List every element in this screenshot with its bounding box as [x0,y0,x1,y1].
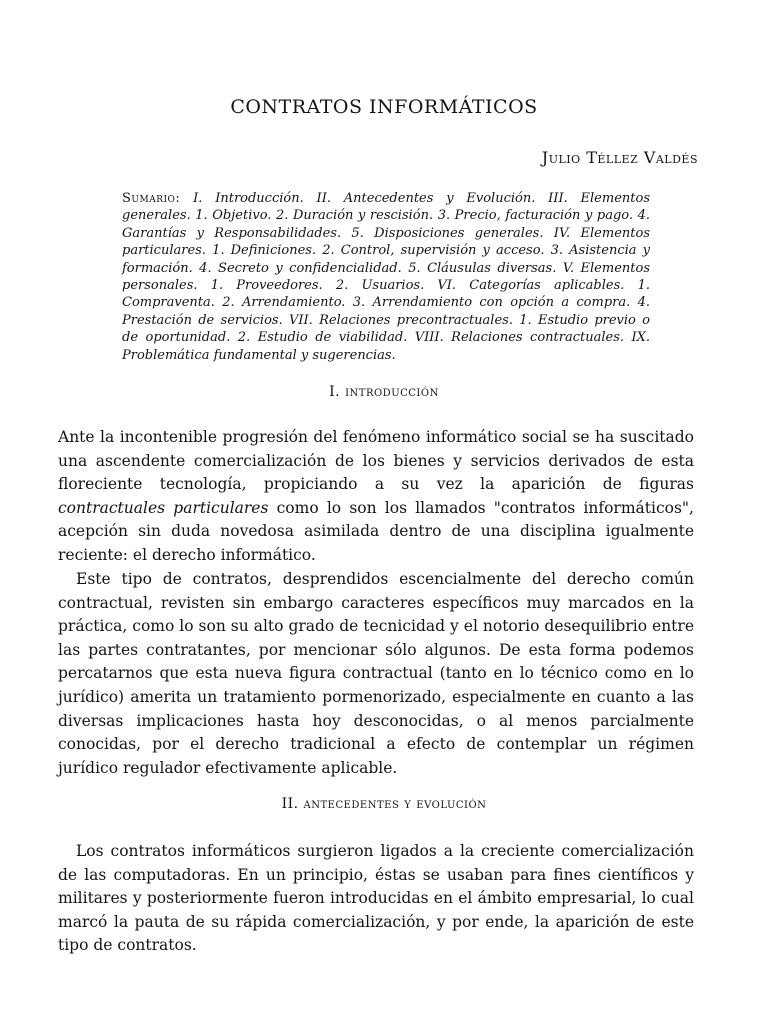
section-heading-antecedentes: II. antecedentes y evolución [281,796,487,812]
paragraph-text: como lo son los llamados "contratos informáticos", acepción sin duda novedosa asimilada dentro de una disciplina igualmente reciente: el derecho informático. [58,498,694,564]
summary-text: I. Introducción. II. Antecedentes y Evolución. III. Elementos generales. 1. Objetivo. 2. Duración y rescisión. 3. Precio, facturación y pago. 4. Garantías y Responsabilidades. 5. Disposiciones generales. IV. Elementos particulares. 1. Definiciones. 2. Control, supervisión y acceso. 3. Asistencia y formación. 4. Secreto y confidencialidad. 5. Cláusulas diversas. V. Elementos personales. 1. Proveedores. 2. Usuarios. VI. Categorías aplicables. 1. Compraventa. 2. Arrendamiento. 3. Arrendamiento con opción a compra. 4. Prestación de servicios. VII. Relaciones precontractuales. 1. Estudio previo o de oportunidad. 2. Estudio de viabilidad. VIII. Relaciones contractuales. IX. Problemática fundamental y sugerencias. [122,191,650,363]
summary-block [122,190,650,364]
paragraph-intro-1 [58,426,694,568]
author-name: Julio Téllez Valdés [541,148,698,167]
paragraph-text: Ante la incontenible progresión del fenómeno informático social se ha suscitado una ascendente comercialización de los bienes y servicios derivados de esta floreciente tecnología, propiciando a su vez la aparición de figuras [58,428,694,494]
document-title: CONTRATOS INFORMÁTICOS [230,96,538,118]
summary-lead: Sumario: [122,191,181,206]
paragraph-intro-2: Este tipo de contratos, desprendidos escencialmente del derecho común contractual, revisten sin embargo caracteres específicos muy marcados en la práctica, como lo son su alto grado de tecnicidad y el notorio desequilibrio entre las partes contratantes, por mencionar sólo algunos. De esta forma podemos percatarnos que esta nueva figura contractual (tanto en lo técnico como en lo jurídico) amerita un tratamiento pormenorizado, especialmente en cuanto a las diversas implicaciones hasta hoy desconocidas, o al menos parcialmente conocidas, por el derecho tradicional a efecto de contemplar un régimen jurídico regulador efectivamente aplicable. [58,570,694,777]
paragraph-italic-text: contractuales particulares [58,498,269,517]
paragraph-antecedentes-1: Los contratos informáticos surgieron ligados a la creciente comercialización de las computadoras. En un principio, éstas se usaban para fines científicos y militares y posteriormente fueron introducidas en el ámbito empresarial, lo cual marcó la pauta de su rápida comercialización, y por ende, la aparición de este tipo de contratos. [58,842,694,955]
section-heading-introduccion: I. introducción [329,384,439,400]
